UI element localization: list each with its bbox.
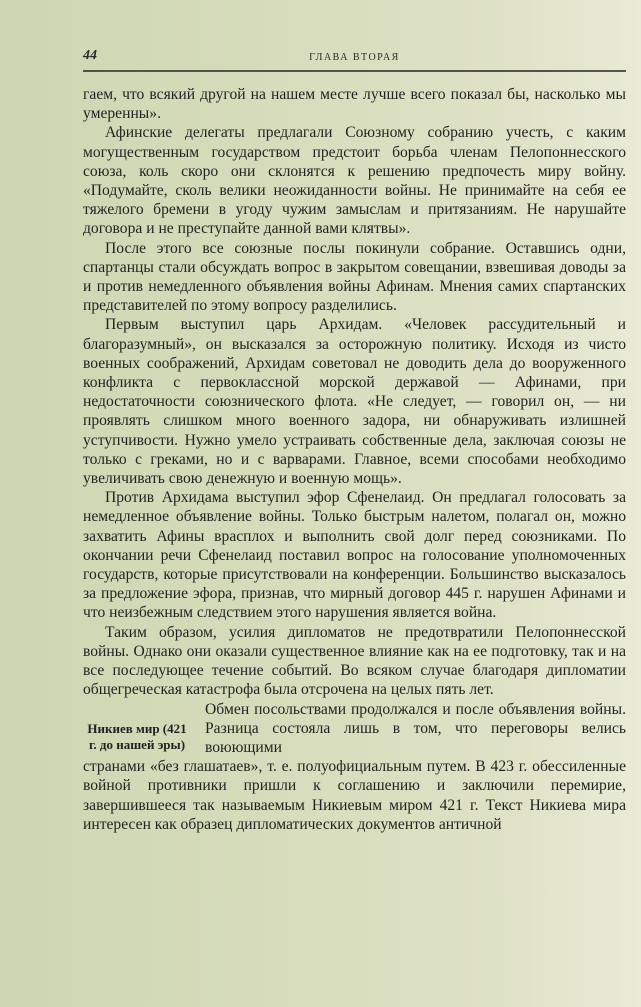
paragraph-continued: странами «без глашатаев», т. е. полуофициальным путем. В 423 г. обессиленные войной противники пришли к соглашению и заключили перемирие, завершившееся так называемым Никиевым миром 421 г. Текст Никиева мира интересен как образец дипломатических документов античной [83, 758, 626, 833]
chapter-title: ГЛАВА ВТОРАЯ [309, 52, 400, 63]
paragraph: Первым выступил царь Архидам. «Человек рассудительный и благоразумный», он высказался за осторожную политику. Исходя из чисто военных соображений, Архидам советовал не доводить дела до вооруженного конфликта с первоклассной морской державой — Афинами, при недостаточности союзнического флота. «Не следует, — говорил он, — ни проявлять слишком много военного задора, ни обнаруживать излишней уступчивости. Нужно умело устраивать собственные дела, заключая союзы не только с греками, но и с варварами. Главное, всеми способами необходимо увеличивать свою денежную и военную мощь». [83, 316, 626, 488]
running-head [83, 44, 626, 64]
paragraph: Против Архидама выступил эфор Сфенелаид. Он предлагал голосовать за немедленное объявление войны. Только быстрым налетом, полагал он, можно захватить Афины врасплох и выполнить свой долг перед союзниками. По окончании речи Сфенелаид поставил вопрос на голосование уполномоченных государств, которые присутствовали на конференции. Большинство высказалось за предложение эфора, признав, что мирный договор 445 г. нарушен Афинами и что неизбежным следствием этого нарушения является война. [83, 489, 626, 622]
paragraph: Афинские делегаты предлагали Союзному собранию учесть, с каким могущественным государством предстоит борьба членам Пелопоннесского союза, коль скоро они склонятся к решению предпочесть миру войну. «Подумайте, сколь велики неожиданности войны. Не принимайте на себя ее тяжелого бремени в угоду чужим замыслам и притязаниям. Не нарушайте договора и не преступайте данной вами клятвы». [83, 124, 626, 238]
page-number: 44 [83, 48, 97, 63]
paragraph: После этого все союзные послы покинули собрание. Оставшись одни, спартанцы стали обсуждать вопрос в закрытом совещании, взвешивая доводы за и против немедленного объявления войны Афинам. Мнения самих спартанских представителей по этому вопросу разделились. [83, 239, 626, 315]
paragraph-lead: Обмен посольствами продолжался и после объявления войны. Разница состояла лишь в том, что переговоры велись воюющими [205, 700, 626, 756]
margin-note: Никиев мир (421 г. до нашей эры) [87, 720, 187, 752]
paragraph: Таким образом, усилия дипломатов не предотвратили Пелопоннесской войны. Однако они оказали существенное влияние как на ее подготовку, так и на все последующее течение событий. Во всяком случае благодаря дипломатии общегреческая катастрофа была отсрочена на целых пять лет. [83, 623, 626, 699]
final-section [83, 700, 626, 834]
book-page [83, 44, 626, 834]
paragraph: гаем, что всякий другой на нашем месте лучше всего показал бы, насколько мы умеренны». [83, 86, 626, 123]
header-rule [83, 70, 626, 72]
body-text [83, 85, 626, 834]
